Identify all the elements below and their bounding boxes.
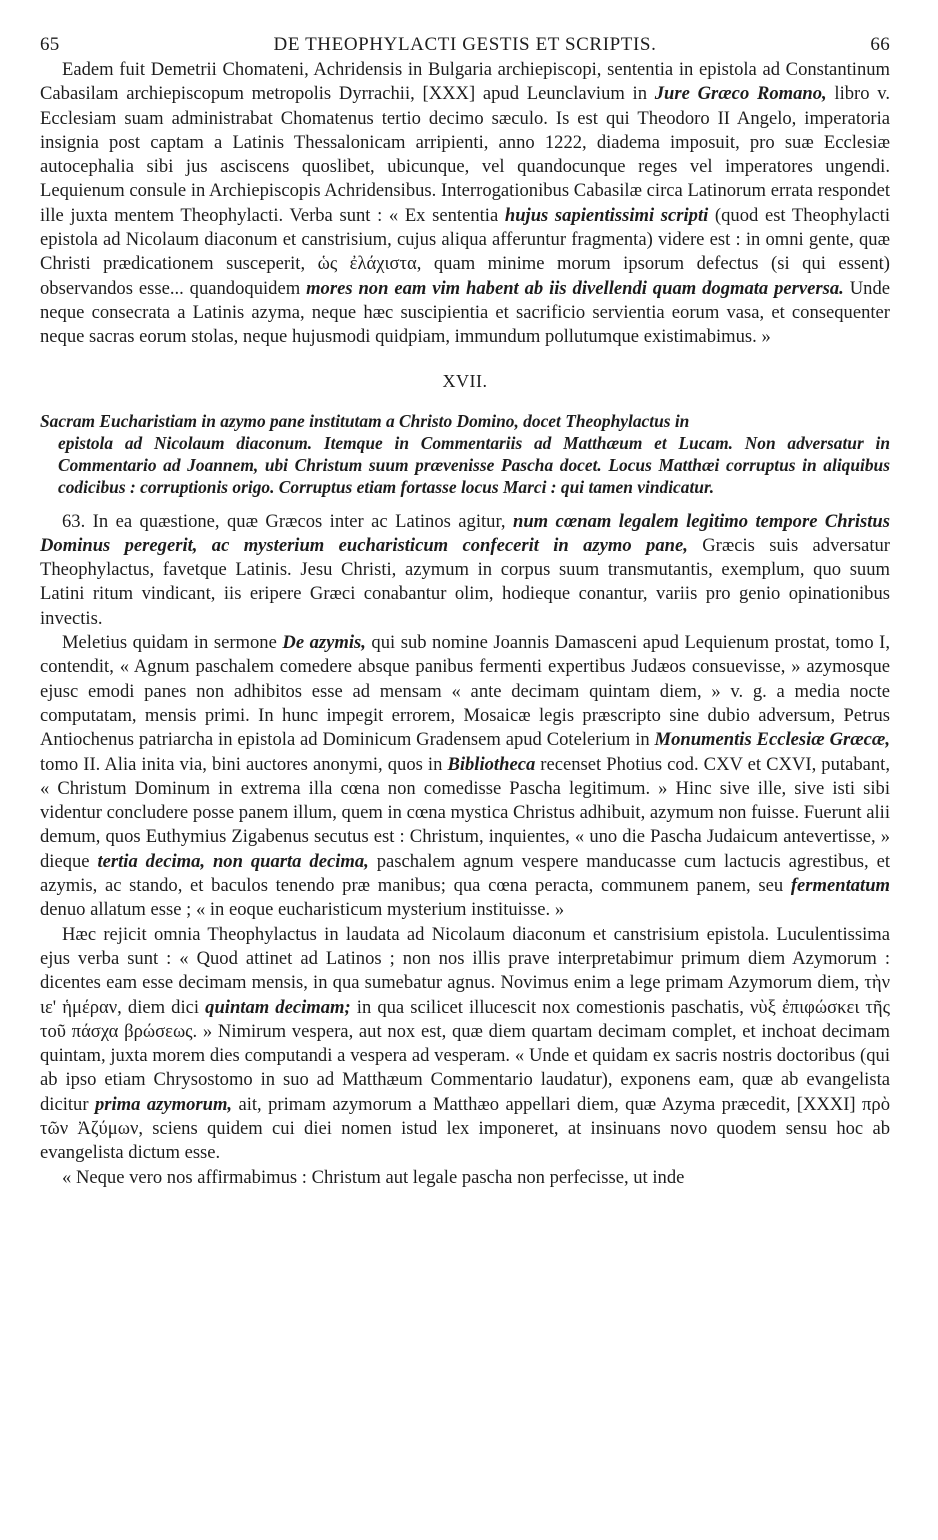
- p1-text-a: Eadem fuit Demetrii Chomateni, Achridensis in Bulgaria archiepiscopi, sententia in epistola ad Constantinum Cabasilam archiepiscopum metropolis Dyrrachii, [XXX] apud Leunclavium in: [40, 59, 890, 105]
- right-page-number: 66: [870, 34, 890, 55]
- p3-text-k: denuo allatum esse ; « in eoque eucharisticum mysterium instituisse. »: [40, 899, 565, 921]
- p3-text-c: qui sub nomine Joannis Damasceni apud Lequienum prostat, tomo I, contendit, « Agnum paschalem comedere absque panibus fermenti expertibus Judæos consuevisse, » azymosque ejusc emodi panes non adhibitos esse ad mensam « ante decimam quintam diem, » v. g. a media nocte computatam, mensis primi. In hunc impegit errorem, Mosaicæ legis præscripto sine dubio adversum, Petrus Antiochenus patriarcha in epistola ad Dominicum Gradensem apud Cotelerium in: [40, 632, 891, 751]
- p3-italic-d: Monumentis Ecclesiæ Græcæ,: [654, 729, 890, 751]
- p3-text-a: Meletius quidam in sermone: [62, 632, 283, 654]
- p3-italic-j: fermentatum: [790, 875, 890, 897]
- paragraph-1: [40, 58, 890, 350]
- p3-italic-f: Bibliotheca: [447, 753, 536, 775]
- chapter-summary: [40, 410, 890, 498]
- p1-italic-b: Jure Græco Romano,: [654, 83, 827, 105]
- p3-text-e: tomo II. Alia inita via, bini auctores anonymi, quos in: [40, 753, 448, 775]
- p5-text-a: « Neque vero nos affirmabimus : Christum aut legale pascha non perfecisse, ut inde: [62, 1166, 685, 1188]
- p4-text-a: Hæc rejicit omnia Theophylactus in laudata ad Nicolaum diaconum et canstrisium epistola. Luculentissima ejus verba sunt : « Quod attinet ad Latinos ; non nos illis prave interpretabimur primum diem Azymorum : dicentes eam esse decimam mensis, in qua sumebatur agnus. Novimus enim a lege primam Azymorum diem, τὴν ιε' ἡμέραν, diem dici: [40, 923, 890, 1018]
- p3-text-i: paschalem agnum vespere manducasse cum lactucis agrestibus, et azymis, ac stando, et baculos tenendo præ manibus; qua cœna peracta, communem panem, seu: [40, 850, 891, 897]
- paragraph-3: [40, 631, 890, 923]
- p1-italic-d: hujus sapientissimi scripti: [504, 204, 709, 226]
- paragraph-5: [40, 1166, 890, 1190]
- p2-text-a: 63. In ea quæstione, quæ Græcos inter ac Latinos agitur,: [62, 510, 513, 532]
- p1-text-g: Unde neque consecrata a Latinis azyma, neque hæc suscipientia et sacrificio servientia eorum vasa, et consequenter neque sacras eorum stolas, neque hujusmodi quidpiam, immundum pollutumque existimabimus. »: [40, 277, 890, 348]
- p3-italic-b: De azymis,: [282, 632, 366, 654]
- p1-text-c: libro v. Ecclesiam suam administrabat Chomatenus tertio decimo sæculo. Is est qui Theodoro II Angelo, imperatoria insignia post captam a Latinis Thessalonicam arripienti, anno 1222, diadema imposuit, pro suæ Ecclesiæ autocephalia sibi jus asciscens quoslibet, ubicunque, vel quandocunque reges vel imperatores ungendi. Lequienum consule in Archiepiscopis Achridensibus. Interrogationibus Cabasilæ circa Latinorum errata respondet ille juxta mentem Theophylacti. Verba sunt : « Ex sententia: [40, 83, 890, 226]
- p2-text-c: Græcis suis adversatur Theophylactus, favetque Latinis. Jesu Christi, azymum in corpus suum transmutantis, exemplum, quo suum Latini ritum vindicant, iis eripere Græci conabantur olim, hodieque conantur, variis pro genio opinationibus invectis.: [40, 534, 890, 629]
- p3-italic-h: tertia decima, non quarta decima,: [97, 850, 369, 872]
- p4-text-c: in qua scilicet illucescit nox comestionis paschatis, νὺξ ἐπιφώσκει τῆς τοῦ πάσχα βρώσεως. » Nimirum vespera, aut nox est, quæ diem quartam decimam complet, et inchoat decimam quintam, juxta morem dies computandi a vespera ad vesperam. « Unde et quidam ex sacris nostris doctoribus (qui ab ipso etiam Chrysostomo in suo ad Matthæum Commentario laudatur), exponens eam, quæ ab evangelista dicitur: [40, 996, 890, 1115]
- paragraph-4: [40, 923, 890, 1166]
- p4-italic-d: prima azymorum,: [94, 1093, 233, 1115]
- running-title: DE THEOPHYLACTI GESTIS ET SCRIPTIS.: [273, 34, 657, 55]
- summary-rest: epistola ad Nicolaum diaconum. Itemque in Commentariis ad Matthæum et Lucam. Non adversatur in Commentario ad Joannem, ubi Christum suum prævenisse Pascha docet. Locus Matthæi corruptus in aliquibus codicibus : corruptionis origo. Corruptus etiam fortasse locus Marci : qui tamen vindicatur.: [58, 432, 890, 497]
- p4-italic-b: quintam decimam;: [205, 996, 351, 1018]
- p4-text-e: ait, primam azymorum a Matthæo appellari diem, quæ Azyma præcedit, [XXXI] πρὸ τῶν Ἀζύμων, sciens quidem cui diei nomen istud lex imponeret, at insinuans novo quodem sensu hoc ab evangelista dictum esse.: [40, 1093, 890, 1164]
- left-page-number: 65: [40, 34, 60, 55]
- p1-text-e: (quod est Theophylacti epistola ad Nicolaum diaconum et canstrisium, cujus aliqua afferuntur fragmenta) videre est : in omni gente, quæ Christi prædicationem susceperit, ὡς ἐλάχιστα, quam minime morum ipsorum defectus (si qui essent) observandos esse... quandoquidem: [40, 204, 890, 299]
- p2-italic-b: num cœnam legalem legitimo tempore Christus Dominus peregerit, ac mysterium eucharisticum confecerit in azymo pane,: [40, 510, 890, 556]
- running-head: [40, 34, 890, 56]
- section-heading: XVII.: [442, 370, 488, 391]
- paragraph-2: [40, 510, 890, 631]
- p1-italic-f: mores non eam vim habent ab iis divellendi quam dogmata perversa.: [306, 277, 844, 299]
- p3-text-g: recenset Photius cod. CXV et CXVI, putabant, « Christum Dominum in extrema illa cœna non comedisse Pascha legitimum. » Hinc sive ille, sive isti sibi videntur concludere posse panem illum, quem in cœna mystica Christus adhibuit, azymum non fuisse. Fuerunt alii demum, quos Euthymius Zigabenus secutus est : Christum, inquientes, « uno die Pascha Judaicum antevertisse, » dieque: [40, 753, 890, 872]
- summary-first-line: Sacram Eucharistiam in azymo pane institutam a Christo Domino, docet Theophylactus in: [40, 410, 690, 431]
